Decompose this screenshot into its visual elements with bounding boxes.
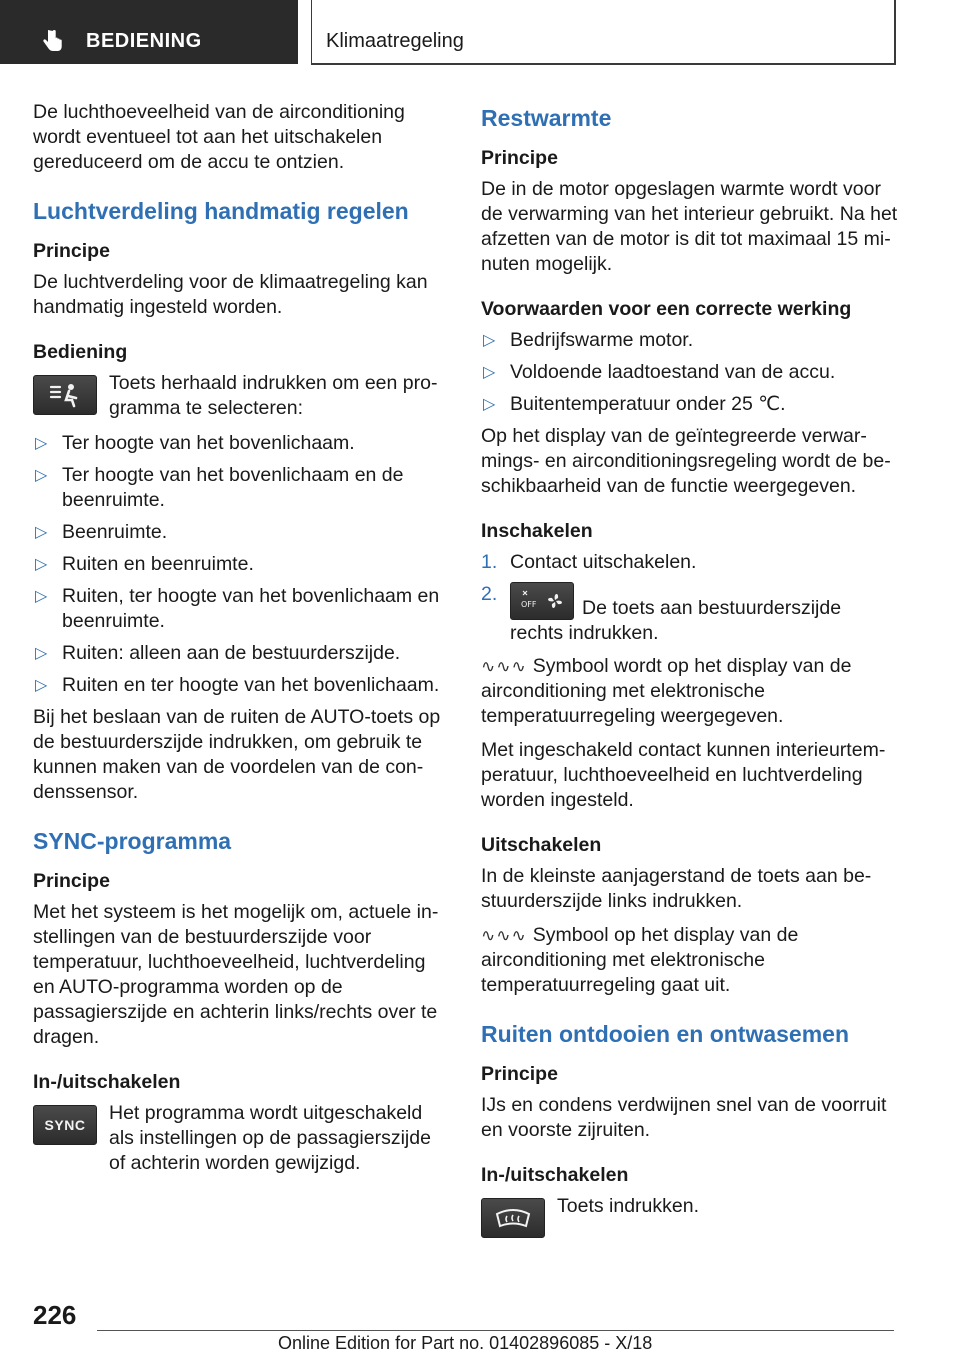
defrost-button-row [481, 1194, 899, 1238]
footer-divider [97, 1330, 894, 1331]
triangle-bullet-icon: ▷ [35, 588, 48, 605]
subheading-in-uitschakelen: In-/uitschakelen [481, 1164, 629, 1186]
uitschakelen-text: In de kleinste aanjagerstand de toets aan bestuurderszijde links indrukken. [481, 865, 872, 912]
display-text: Op het display van de geïntegreerde verwarmings- en airconditioningsregeling wordt de beschikbaarheid van de functie weergegeven. [481, 425, 891, 497]
defrost-button-image [481, 1198, 545, 1238]
triangle-bullet-icon: ▷ [35, 467, 48, 484]
triangle-bullet-icon: ▷ [35, 435, 48, 452]
list-item: 2. OFF De toets aan bestuurderszijde rechts indrukken. [481, 583, 842, 644]
heading-ruiten: Ruiten ontdooien en ontwasemen [481, 1021, 850, 1047]
list-item: ▷ Ter hoogte van het bovenlichaam en de beenruimte. [35, 464, 404, 511]
restwarmte-principe-text: De in de motor opgeslagen warmte wordt voor de verwarming van het interieur gebruikt. Na het afzetten van de motor is dit tot maximaal 15 minuten mogelijk. [481, 178, 898, 275]
list-item: ▷ Ruiten en beenruimte. [35, 553, 254, 575]
heading-sync: SYNC-programma [33, 828, 232, 854]
sync-onoff-text: Het programma wordt uitgeschakeld als instellingen op de passagierszijde of achterin worden gewijzigd. [109, 1102, 431, 1174]
list-item: ▷ Ruiten en ter hoogte van het bovenlichaam. [35, 674, 440, 696]
triangle-bullet-icon: ▷ [35, 556, 48, 573]
subheading-principe: Principe [33, 240, 110, 262]
triangle-bullet-icon: ▷ [483, 332, 496, 349]
heat-waves-icon: ∿∿∿ [481, 657, 527, 676]
subheading-principe: Principe [481, 147, 558, 169]
list-item: 1. Contact uitschakelen. [481, 551, 697, 573]
chapter-title: Klimaatregeling [326, 30, 464, 52]
heat-waves-icon: ∿∿∿ [481, 926, 527, 945]
air-distribution-list [33, 431, 448, 698]
air-distribution-button-text: Toets herhaald indrukken om een programma te selecteren: [109, 372, 438, 419]
condensation-text: Bij het beslaan van de ruiten de AUTO-toets op de bestuurderszijde indrukken, om gebruik te kunnen maken van de voordelen van de condenssensor. [33, 706, 441, 803]
footer-edition: Online Edition for Part no. 01402896085 - X/18 [278, 1333, 653, 1353]
triangle-bullet-icon: ▷ [35, 524, 48, 541]
air-distribution-icon [45, 381, 85, 409]
sync-button-row [33, 1101, 448, 1176]
steps-list [481, 550, 899, 646]
subheading-voorwaarden: Voorwaarden voor een correcte werking [481, 298, 852, 320]
list-item: ▷ Ter hoogte van het bovenlichaam. [35, 432, 355, 454]
conditions-list [481, 328, 899, 417]
list-item: ▷ Voldoende laadtoestand van de accu. [483, 361, 836, 383]
section-tab [0, 0, 298, 64]
subheading-principe: Principe [33, 870, 110, 892]
section-title: BEDIENING [86, 30, 202, 52]
heading-restwarmte: Restwarmte [481, 105, 612, 131]
svg-text:OFF: OFF [521, 600, 537, 609]
residual-heat-button-image [510, 582, 574, 620]
hand-pointer-icon [40, 28, 66, 54]
subheading-in-uitschakelen: In-/uitschakelen [33, 1071, 181, 1093]
list-item: ▷ Beenruimte. [35, 521, 168, 543]
subheading-bediening: Bediening [33, 341, 128, 363]
triangle-bullet-icon: ▷ [483, 364, 496, 381]
list-item: ▷ Buitentemperatuur onder 25 ℃. [483, 393, 786, 415]
sync-button-label: SYNC [44, 1116, 86, 1133]
subheading-principe: Principe [481, 1063, 558, 1085]
principe-text: De luchtverdeling voor de klimaatregeling kan handmatig ingesteld worden. [33, 271, 428, 318]
triangle-bullet-icon: ▷ [483, 396, 496, 413]
heading-luchtverdeling: Luchtverdeling handmatig regelen [33, 198, 409, 224]
symbol-on-text: ∿∿∿ Symbool wordt op het display van de airconditioning met elektronische temperatuurregeling weergegeven. [481, 655, 852, 727]
left-column [33, 100, 448, 1186]
list-item: ▷ Ruiten: alleen aan de bestuurderszijde. [35, 642, 401, 664]
defrost-button-text: Toets indrukken. [557, 1195, 699, 1217]
ruiten-principe-text: IJs en condens verdwijnen snel van de voorruit en voorste zijruiten. [481, 1094, 887, 1141]
list-item: ▷ Bedrijfswarme motor. [483, 329, 694, 351]
subheading-uitschakelen: Uitschakelen [481, 834, 602, 856]
windshield-defrost-icon [493, 1204, 533, 1232]
intro-text: De luchthoeveelheid van de airconditioning wordt eventueel tot aan het uitschakelen gereduceerd om de accu te ontzien. [33, 101, 405, 173]
air-distribution-button-image [33, 375, 97, 415]
triangle-bullet-icon: ▷ [35, 677, 48, 694]
fan-off-icon [511, 583, 573, 619]
air-distribution-button-row [33, 371, 448, 421]
contact-text: Met ingeschakeld contact kunnen interieurtemperatuur, luchthoeveelheid en luchtverdeling worden ingesteld. [481, 739, 886, 811]
right-column [481, 100, 899, 1248]
sync-principe-text: Met het systeem is het mogelijk om, actuele instellingen van de bestuurderszijde voor temperatuur, luchthoeveelheid, luchtverdeling en AUTO-programma worden op de passagierszijde en achterin links/rechts over te dragen. [33, 901, 439, 1048]
list-item: ▷ Ruiten, ter hoogte van het bovenlichaam en beenruimte. [35, 585, 440, 632]
subheading-inschakelen: Inschakelen [481, 520, 593, 542]
triangle-bullet-icon: ▷ [35, 645, 48, 662]
page-number: 226 [33, 1300, 77, 1330]
sync-button-image [33, 1105, 97, 1145]
chapter-header [311, 0, 896, 65]
symbol-off-text: ∿∿∿ Symbool op het display van de airconditioning met elektronische temperatuurregeling gaat uit. [481, 924, 799, 996]
